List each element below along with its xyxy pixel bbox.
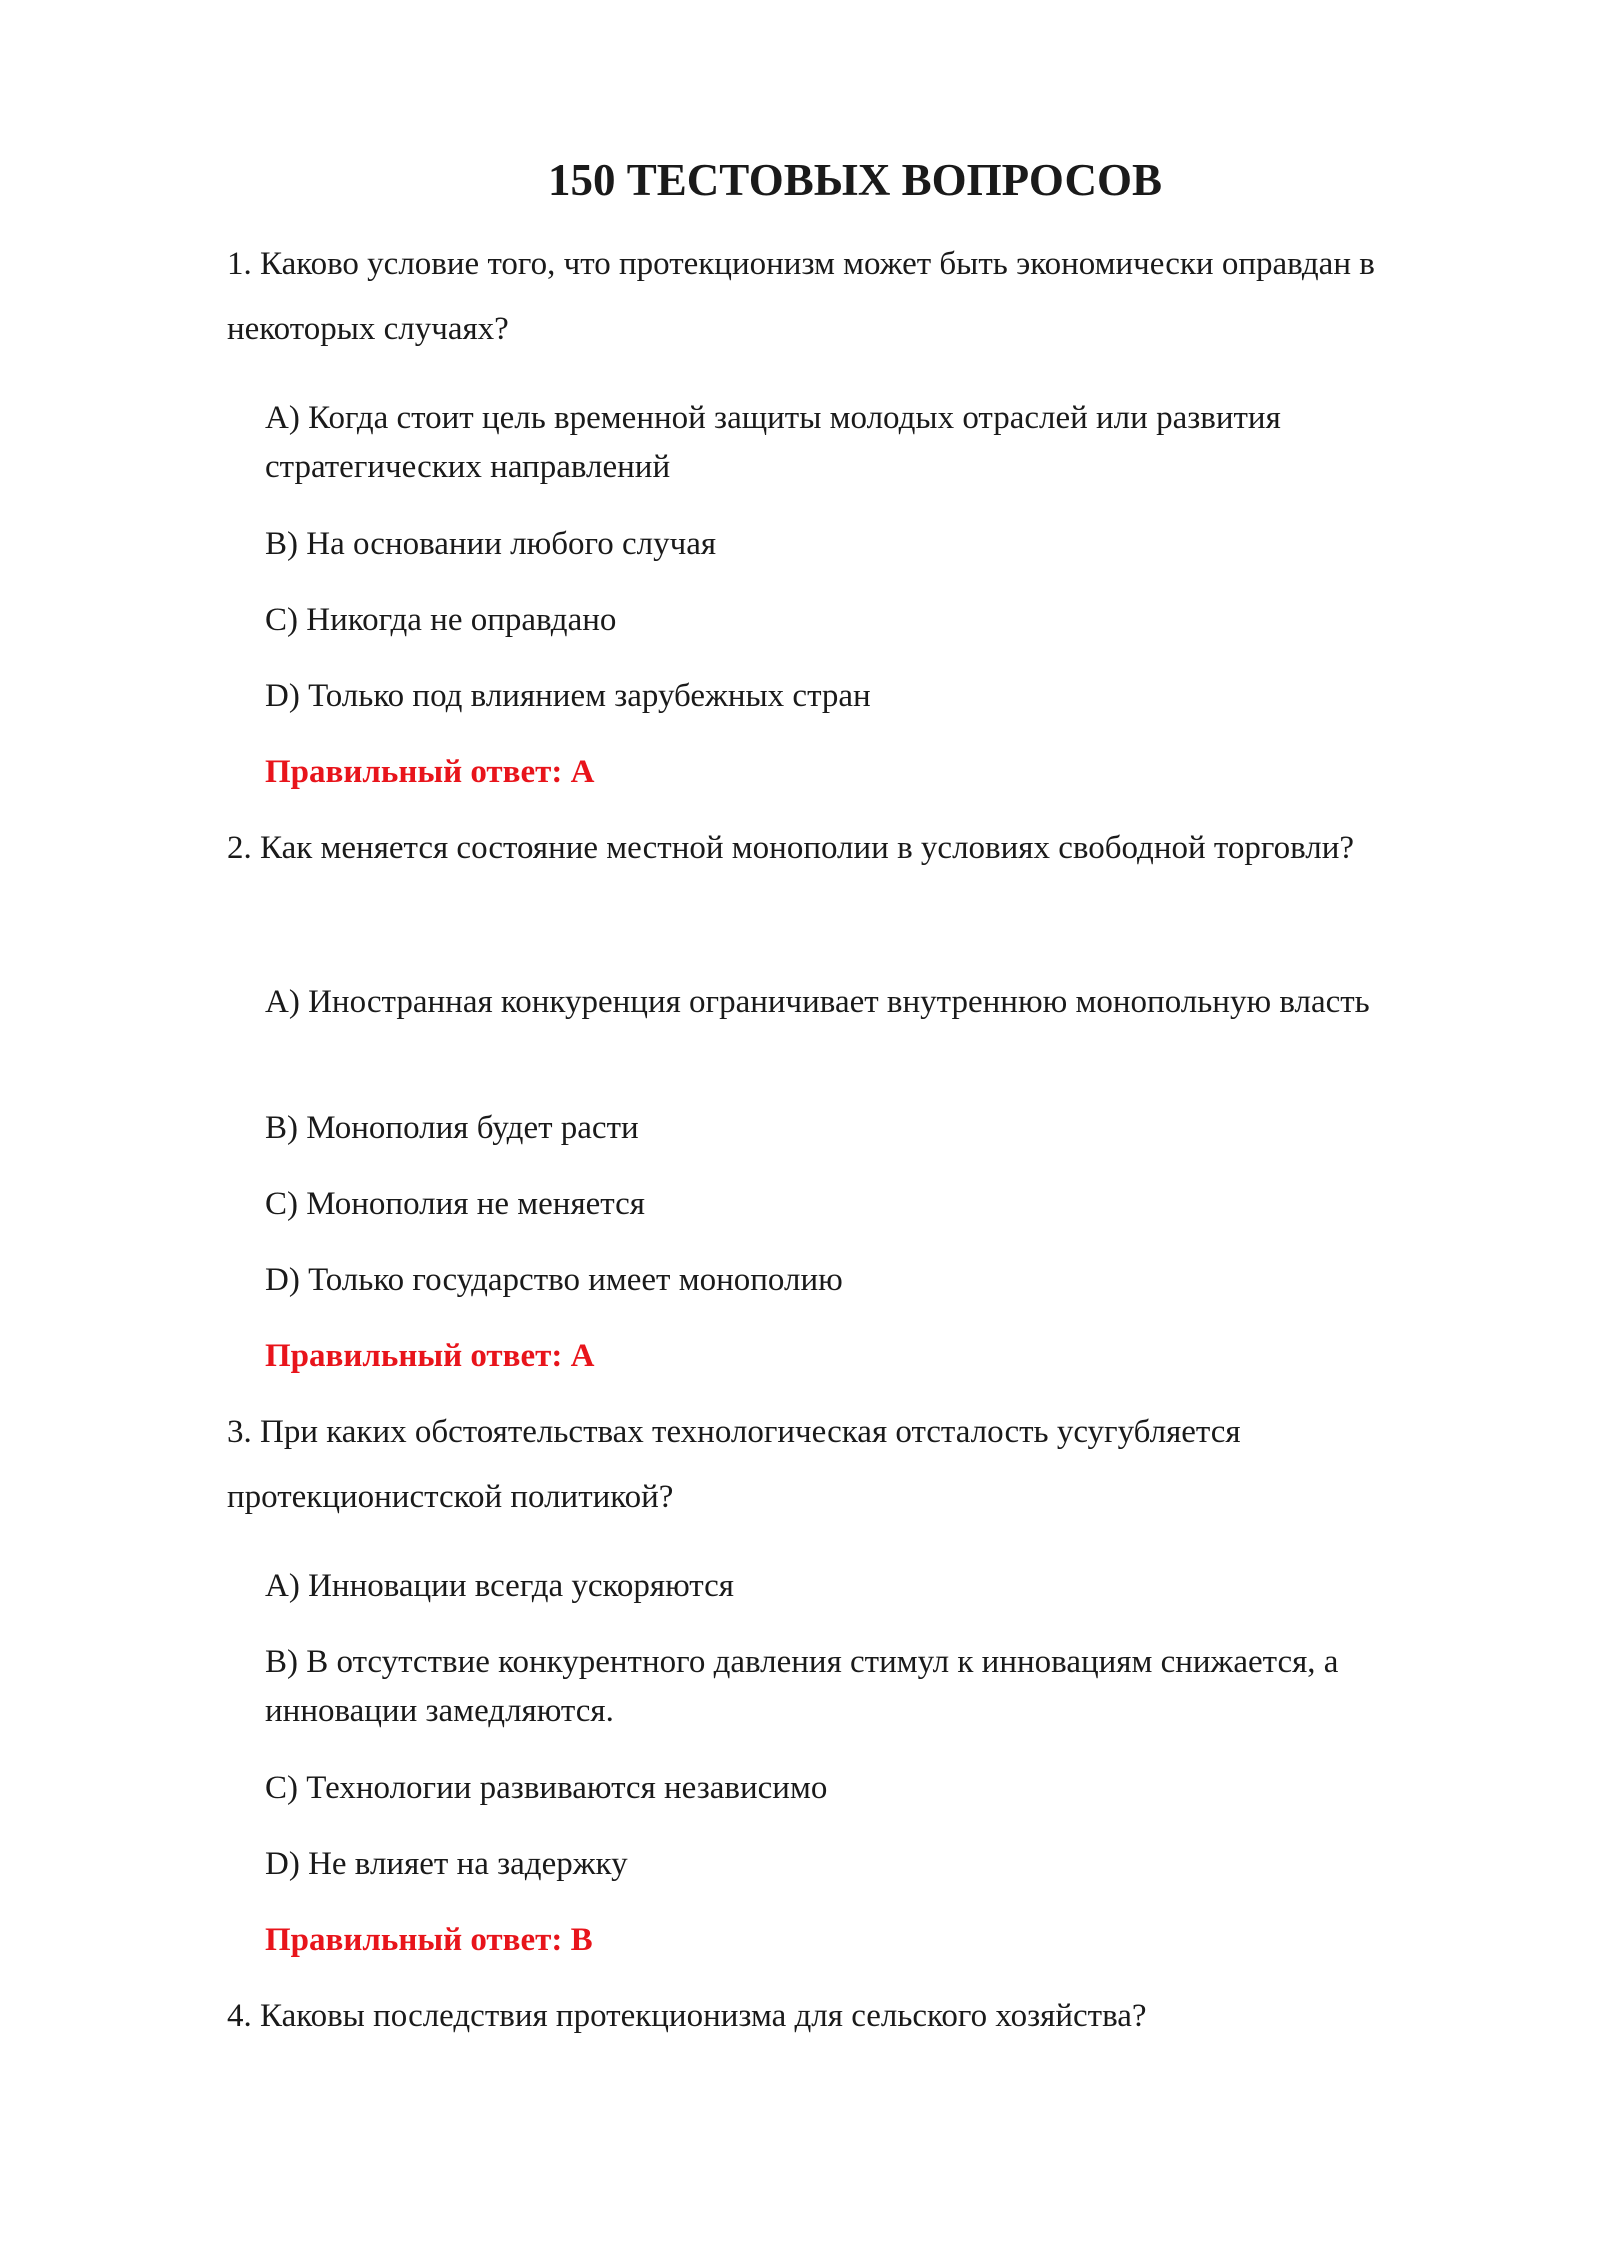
- question-4-text: 4. Каковы последствия протекционизма для сельского хозяйства?: [227, 1998, 1147, 2034]
- question-1-text: 1. Каково условие того, что протекционизм может быть экономически оправдан в некоторых случаях?: [227, 246, 1375, 347]
- question-1-answer: [265, 748, 594, 797]
- question-2-option-b: B) Монополия будет расти: [265, 1110, 639, 1146]
- answer-value: A: [570, 1338, 595, 1374]
- question-1-option-d: D) Только под влиянием зарубежных стран: [265, 678, 871, 714]
- answer-label: Правильный ответ:: [265, 754, 563, 790]
- answer-value: A: [570, 754, 595, 790]
- question-2-option-d: D) Только государство имеет монополию: [265, 1262, 843, 1298]
- question-3-option-d: D) Не влияет на задержку: [265, 1846, 628, 1882]
- question-1-option-c: C) Никогда не оправдано: [265, 602, 617, 638]
- answer-label: Правильный ответ:: [265, 1922, 563, 1958]
- question-1-option-a: A) Когда стоит цель временной защиты молодых отраслей или развития стратегических направлений: [265, 400, 1281, 485]
- question-2-answer: [265, 1332, 594, 1381]
- question-3-option-a: A) Инновации всегда ускоряются: [265, 1568, 734, 1604]
- document-title: 150 ТЕСТОВЫХ ВОПРОСОВ: [548, 155, 1162, 205]
- answer-label: Правильный ответ:: [265, 1338, 563, 1374]
- question-3-option-c: C) Технологии развиваются независимо: [265, 1770, 828, 1806]
- question-3-answer: [265, 1916, 593, 1965]
- question-2-option-a: A) Иностранная конкуренция ограничивает внутреннюю монопольную власть: [265, 984, 1370, 1020]
- answer-value: B: [570, 1922, 593, 1958]
- question-2-text: 2. Как меняется состояние местной монополии в условиях свободной торговли?: [227, 830, 1355, 866]
- question-3-text: 3. При каких обстоятельствах технологическая отсталость усугубляется протекционистской политикой?: [227, 1414, 1241, 1515]
- question-1-option-b: B) На основании любого случая: [265, 526, 717, 562]
- question-2-option-c: C) Монополия не меняется: [265, 1186, 645, 1222]
- question-3-option-b: B) В отсутствие конкурентного давления стимул к инновациям снижается, а инновации замедляются.: [265, 1644, 1339, 1729]
